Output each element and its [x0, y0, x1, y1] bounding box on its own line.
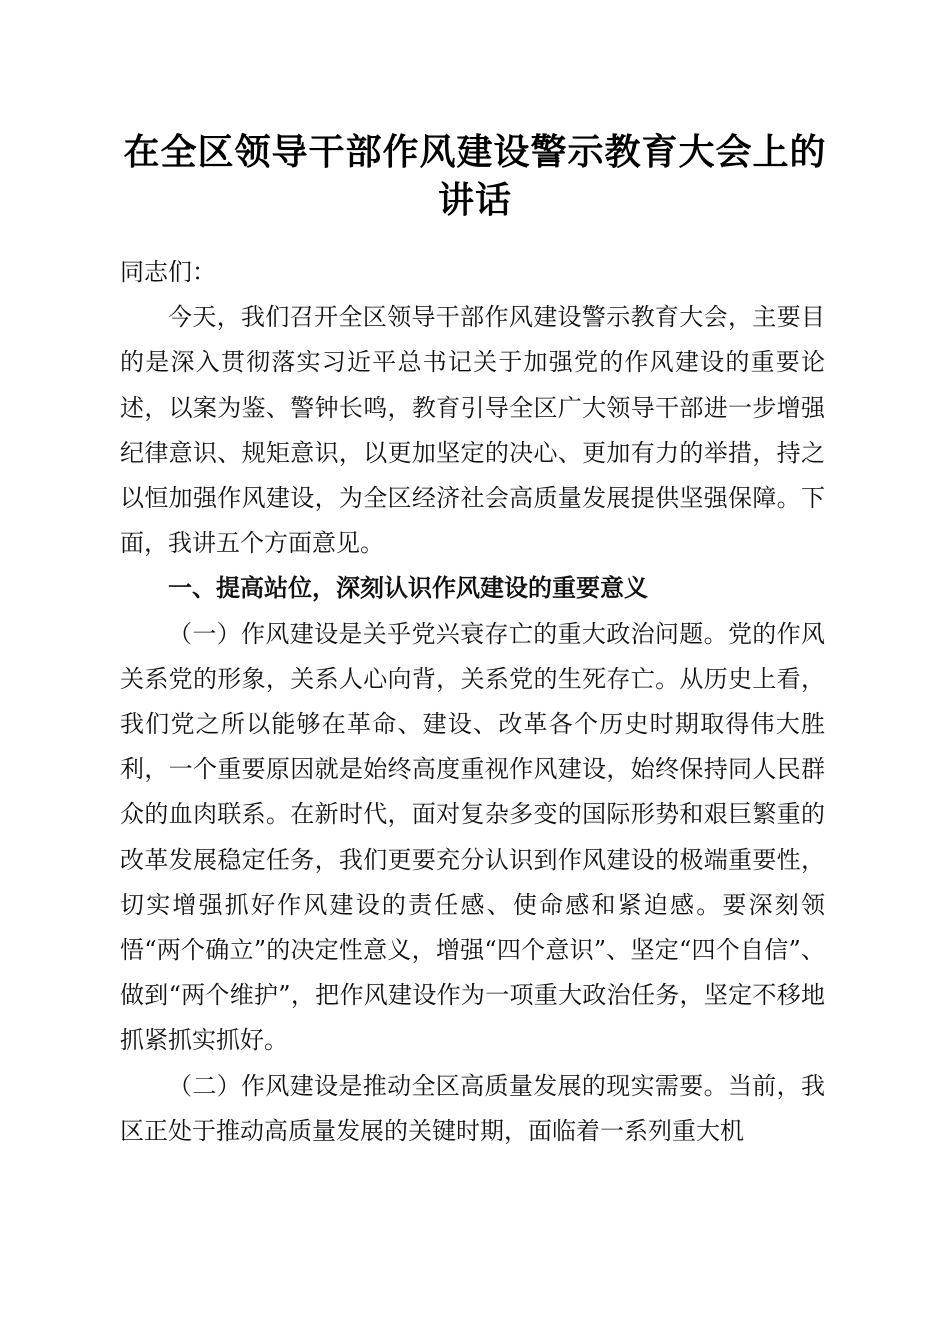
salutation: 同志们： — [120, 258, 216, 286]
section-heading-1: 一、提高站位，深刻认识作风建设的重要意义 — [168, 574, 648, 603]
paragraph-1: （一）作风建设是关乎党兴衰存亡的重大政治问题。党的作风关系党的形象，关系人心向背，关系党的生死存亡。从历史上看，我们党之所以能够在革命、建设、改革各个历史时期取得伟大胜利，一个重要原因就是始终高度重视作风建设，始终保持同人民群众的血肉联系。在新时代，面对复杂多变的国际形势和艰巨繁重的改革发展稳定任务，我们更要充分认识到作风建设的极端重要性，切实增强抓好作风建设的责任感、使命感和紧迫感。要深刻领悟“两个确立”的决定性意义，增强“四个意识”、坚定“四个自信”、做到“两个维护”，把作风建设作为一项重大政治任务，坚定不移地抓紧抓实抓好。 — [120, 619, 825, 1055]
intro-paragraph: 今天，我们召开全区领导干部作风建设警示教育大会，主要目的是深入贯彻落实习近平总书记关于加强党的作风建设的重要论述，以案为鉴、警钟长鸣，教育引导全区广大领导干部进一步增强纪律意识、规矩意识，以更加坚定的决心、更加有力的举措，持之以恒加强作风建设，为全区经济社会高质量发展提供坚强保障。下面，我讲五个方面意见。 — [120, 303, 825, 558]
document-title: 在全区领导干部作风建设警示教育大会上的讲话 — [123, 131, 827, 221]
paragraph-2: （二）作风建设是推动全区高质量发展的现实需要。当前，我区正处于推动高质量发展的关键时期，面临着一系列重大机 — [120, 1071, 825, 1145]
document-body — [120, 250, 825, 1154]
